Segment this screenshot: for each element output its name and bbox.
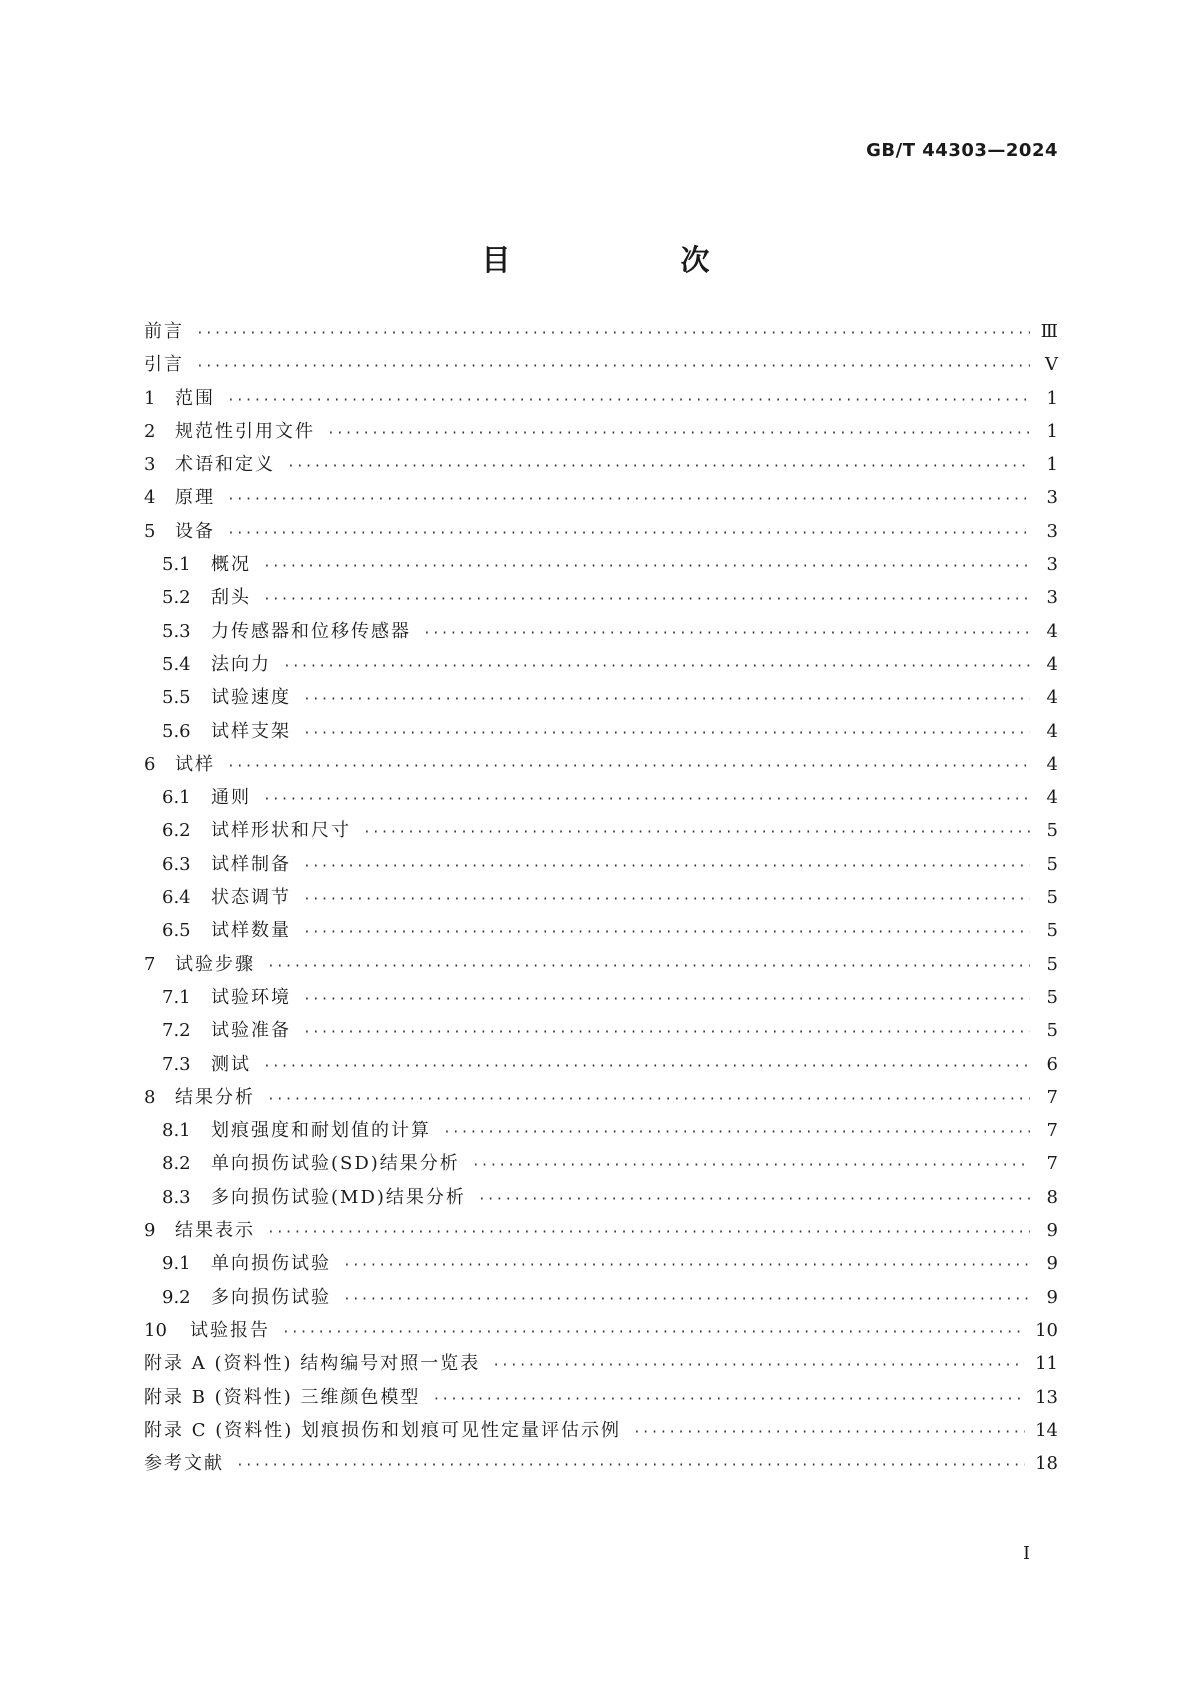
toc-entry-page: 9 <box>1046 1286 1058 1308</box>
toc-entry-label: 力传感器和位移传感器 <box>211 620 411 642</box>
toc-entry-page: 5 <box>1046 853 1058 875</box>
toc-entry-label: 法向力 <box>211 653 271 675</box>
toc-entry[interactable] <box>144 648 1058 681</box>
toc-entry-page: 7 <box>1046 1086 1058 1108</box>
toc-entry-number: 5.5 <box>162 687 191 709</box>
toc-entry-number: 5.3 <box>162 620 191 642</box>
toc-entry-page: 5 <box>1046 887 1058 909</box>
toc-dot-leader <box>443 1116 1030 1149</box>
toc-entry[interactable] <box>144 1014 1058 1047</box>
toc-entry[interactable] <box>144 515 1058 548</box>
toc-dot-leader <box>472 1149 1030 1182</box>
toc-entry-page: 3 <box>1046 520 1058 542</box>
toc-entry-number: 6.2 <box>162 820 191 842</box>
toc-entry[interactable] <box>144 781 1058 814</box>
toc-dot-leader <box>363 816 1030 849</box>
toc-entry-label: 多向损伤试验(MD)结果分析 <box>211 1186 466 1208</box>
toc-dot-leader <box>327 417 1030 450</box>
toc-entry-label: 范围 <box>175 387 215 409</box>
toc-entry-label: 试验速度 <box>211 687 291 709</box>
toc-dot-leader <box>478 1183 1030 1216</box>
toc-entry[interactable] <box>144 948 1058 981</box>
toc-dot-leader <box>227 384 1030 417</box>
toc-entry-page: 6 <box>1046 1053 1058 1075</box>
toc-dot-leader <box>227 750 1030 783</box>
toc-entry-number: 7.3 <box>162 1053 191 1075</box>
toc-entry-page: Ⅲ <box>1040 321 1058 342</box>
toc-entry[interactable] <box>144 581 1058 614</box>
toc-dot-leader <box>267 950 1030 983</box>
toc-entry[interactable] <box>144 1147 1058 1180</box>
toc-dot-leader <box>303 850 1030 883</box>
toc-entry-label: 划痕强度和耐划值的计算 <box>211 1120 431 1142</box>
toc-entry[interactable] <box>144 1181 1058 1214</box>
toc-dot-leader <box>263 583 1030 616</box>
toc-dot-leader <box>196 317 1030 350</box>
toc-entry-page: 8 <box>1046 1186 1058 1208</box>
toc-entry-label: 测试 <box>211 1053 251 1075</box>
toc-dot-leader <box>423 617 1030 650</box>
toc-entry[interactable] <box>144 715 1058 748</box>
toc-entry-label: 试验步骤 <box>175 953 255 975</box>
toc-entry-label: 结果分析 <box>175 1086 255 1108</box>
toc-entry-page: 1 <box>1046 454 1058 476</box>
toc-dot-leader <box>236 1449 1025 1482</box>
toc-entry-label: 通则 <box>211 787 251 809</box>
toc-entry-label: 结果表示 <box>175 1220 255 1242</box>
toc-entry-page: 13 <box>1035 1386 1058 1408</box>
toc-dot-leader <box>303 717 1030 750</box>
toc-entry[interactable] <box>144 681 1058 714</box>
toc-entry-number: 6.5 <box>162 920 191 942</box>
toc-dot-leader <box>303 883 1030 916</box>
toc-entry-page: 5 <box>1046 920 1058 942</box>
toc-entry-number: 7.1 <box>162 986 191 1008</box>
toc-dot-leader <box>343 1249 1030 1282</box>
toc-entry-label: 刮头 <box>211 587 251 609</box>
page-number: Ⅰ <box>1023 1543 1031 1564</box>
toc-entry-page: 4 <box>1046 687 1058 709</box>
toc-entry[interactable] <box>144 1048 1058 1081</box>
toc-dot-leader <box>303 916 1030 949</box>
toc-entry-label: 规范性引用文件 <box>175 420 315 442</box>
toc-entry[interactable] <box>144 382 1058 415</box>
toc-entry-page: 5 <box>1046 986 1058 1008</box>
toc-entry-number: 6.1 <box>162 787 191 809</box>
toc-entry[interactable] <box>144 548 1058 581</box>
toc-dot-leader <box>633 1416 1025 1449</box>
toc-entry-label: 前言 <box>144 321 184 342</box>
toc-entry-page: 3 <box>1046 587 1058 609</box>
toc-entry-number: 7 <box>144 953 156 975</box>
toc-entry[interactable] <box>144 1114 1058 1147</box>
toc-entry-number: 8.1 <box>162 1120 191 1142</box>
toc-entry-label: 试验环境 <box>211 986 291 1008</box>
toc-entry[interactable] <box>144 1281 1058 1314</box>
toc-dot-leader <box>267 1083 1030 1116</box>
toc-entry-label: 试验准备 <box>211 1020 291 1042</box>
toc-entry-page: 11 <box>1035 1353 1058 1375</box>
toc-entry-number: 1 <box>144 387 156 409</box>
toc-entry[interactable] <box>144 848 1058 881</box>
toc-entry-number: 6.4 <box>162 887 191 909</box>
toc-entry-page: 4 <box>1046 753 1058 775</box>
toc-entry[interactable] <box>144 1214 1058 1247</box>
toc-entry-number: 3 <box>144 454 156 476</box>
toc-entry-label: 参考文献 <box>144 1453 224 1475</box>
toc-entry-label: 单向损伤试验 <box>211 1253 331 1275</box>
toc-entry-number: 8.2 <box>162 1153 191 1175</box>
toc-entry-page: 3 <box>1046 554 1058 576</box>
toc-entry-page: 1 <box>1046 420 1058 442</box>
toc-dot-leader <box>263 550 1030 583</box>
toc-entry-label: 单向损伤试验(SD)结果分析 <box>211 1153 460 1175</box>
toc-entry-number: 9.1 <box>162 1253 191 1275</box>
toc-dot-leader <box>343 1283 1030 1316</box>
toc-entry-label: 试样制备 <box>211 853 291 875</box>
toc-entry[interactable] <box>144 415 1058 448</box>
toc-entry[interactable] <box>144 748 1058 781</box>
toc-entry-page: 7 <box>1046 1153 1058 1175</box>
toc-entry[interactable] <box>144 348 1058 381</box>
toc-entry[interactable] <box>144 981 1058 1014</box>
toc-entry-label: 设备 <box>175 520 215 542</box>
toc-entry-number: 2 <box>144 420 156 442</box>
toc-entry-number: 6.3 <box>162 853 191 875</box>
toc-dot-leader <box>263 783 1030 816</box>
toc-dot-leader <box>492 1349 1025 1382</box>
toc-entry-page: 18 <box>1035 1453 1058 1475</box>
toc-entry-number: 7.2 <box>162 1020 191 1042</box>
toc-entry[interactable] <box>144 881 1058 914</box>
toc-entry[interactable] <box>144 914 1058 947</box>
toc-dot-leader <box>303 983 1030 1016</box>
toc-entry-page: 3 <box>1046 487 1058 509</box>
toc-entry-label: 试样数量 <box>211 920 291 942</box>
toc-entry[interactable] <box>144 1081 1058 1114</box>
toc-entry[interactable] <box>144 315 1058 348</box>
toc-entry-number: 5.6 <box>162 720 191 742</box>
toc-entry-label: 附录 B (资料性) 三维颜色模型 <box>144 1386 421 1408</box>
toc-entry-label: 概况 <box>211 554 251 576</box>
toc-dot-leader <box>196 350 1030 383</box>
toc-entry-page: Ⅴ <box>1045 354 1058 376</box>
toc-dot-leader <box>283 650 1030 683</box>
toc-entry[interactable] <box>144 615 1058 648</box>
toc-entry[interactable] <box>144 481 1058 514</box>
toc-entry-page: 4 <box>1046 720 1058 742</box>
toc-dot-leader <box>227 483 1030 516</box>
toc-entry-number: 8 <box>144 1086 156 1108</box>
toc-entry-label: 状态调节 <box>211 887 291 909</box>
toc-entry-page: 4 <box>1046 787 1058 809</box>
toc-entry-page: 5 <box>1046 953 1058 975</box>
toc-entry-number: 5.1 <box>162 554 191 576</box>
toc-dot-leader <box>432 1383 1025 1416</box>
toc-entry-label: 试样 <box>175 753 215 775</box>
toc-entry-number: 9.2 <box>162 1286 191 1308</box>
toc-entry-number: 5.2 <box>162 587 191 609</box>
toc-entry-number: 8.3 <box>162 1186 191 1208</box>
toc-entry[interactable] <box>144 1247 1058 1280</box>
toc-entry[interactable] <box>144 1347 1058 1380</box>
toc-entry-label: 试样支架 <box>211 720 291 742</box>
toc-entry-number: 9 <box>144 1220 156 1242</box>
toc-entry-number: 5 <box>144 520 156 542</box>
toc-entry[interactable] <box>144 1381 1058 1414</box>
toc-entry-page: 14 <box>1035 1419 1058 1441</box>
toc-entry-page: 4 <box>1046 620 1058 642</box>
toc-entry-page: 4 <box>1046 653 1058 675</box>
toc-entry-label: 试验报告 <box>190 1319 270 1341</box>
toc-dot-leader <box>303 683 1030 716</box>
toc-entry[interactable] <box>144 814 1058 847</box>
toc-entry-label: 原理 <box>175 487 215 509</box>
toc-entry-number: 6 <box>144 753 156 775</box>
toc-entry-label: 术语和定义 <box>175 454 275 476</box>
toc-entry-page: 5 <box>1046 1020 1058 1042</box>
toc-dot-leader <box>287 450 1030 483</box>
toc-dot-leader <box>303 1016 1030 1049</box>
standard-code: GB/T 44303—2024 <box>866 140 1058 161</box>
toc-entry[interactable] <box>144 1314 1058 1347</box>
toc-entry-page: 9 <box>1046 1220 1058 1242</box>
toc-dot-leader <box>267 1216 1030 1249</box>
toc-entry-label: 附录 C (资料性) 划痕损伤和划痕可见性定量评估示例 <box>144 1419 621 1441</box>
toc-entry-page: 9 <box>1046 1253 1058 1275</box>
toc-entry-number: 5.4 <box>162 653 191 675</box>
toc-dot-leader <box>227 517 1030 550</box>
toc-entry[interactable] <box>144 1414 1058 1447</box>
toc-entry-label: 试样形状和尺寸 <box>211 820 351 842</box>
toc-dot-leader <box>282 1316 1025 1349</box>
toc-entry-number: 4 <box>144 487 156 509</box>
toc-entry-label: 多向损伤试验 <box>211 1286 331 1308</box>
toc-entry-number: 10 <box>144 1319 167 1341</box>
toc-dot-leader <box>263 1050 1030 1083</box>
toc-entry-page: 10 <box>1035 1319 1058 1341</box>
toc-entry[interactable] <box>144 1447 1058 1480</box>
toc-entry[interactable] <box>144 448 1058 481</box>
toc-entry-page: 1 <box>1046 387 1058 409</box>
toc-entry-label: 附录 A (资料性) 结构编号对照一览表 <box>144 1353 481 1375</box>
toc-entry-page: 5 <box>1046 820 1058 842</box>
toc-title: 目 次 <box>481 243 766 277</box>
toc-entry-label: 引言 <box>144 354 184 376</box>
table-of-contents <box>144 315 1058 1480</box>
toc-entry-page: 7 <box>1046 1120 1058 1142</box>
